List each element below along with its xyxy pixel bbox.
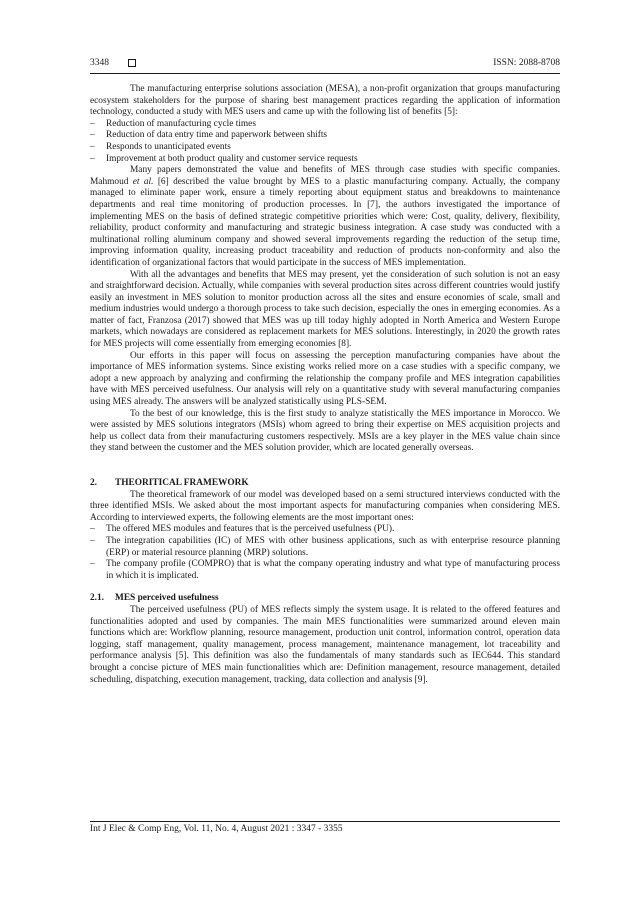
dash-bullet-icon: – <box>90 524 95 535</box>
paragraph: The perceived usefulness (PU) of MES reflects simply the system usage. It is related to the offered features and functionalities adopted and used by companies. The main MES functionalities were summarized around eleven main functions which are: Workflow planning, resource management, production unit control, information control, operation data logging, staff management, quality management, process management, maintenance management, lot traceability and performance analysis [5]. This definition was also the fundamentals of many standards such as IEC644. This standard brought a concise picture of MES main functionalities which are: Definition management, resource management, detailed scheduling, dispatching, execution management, tracking, data collection and analysis [9]. <box>90 604 560 685</box>
square-box-icon <box>128 59 136 67</box>
list-item: – Reduction of data entry time and paperwork between shifts <box>90 130 328 141</box>
dash-bullet-icon: – <box>90 153 95 164</box>
paragraph: The manufacturing enterprise solutions association (MESA), a non-profit organization that groups manufacturing ecosystem stakeholders for the purpose of sharing best management practices regarding the application of information technology, conducted a study with MES users and came up with the following list of benefits [5]: <box>90 84 560 118</box>
list-item: – The offered MES modules and features that is the perceived usefulness (PU). <box>90 524 395 535</box>
running-footer: Int J Elec & Comp Eng, Vol. 11, No. 4, August 2021 : 3347 - 3355 <box>90 824 343 834</box>
subsection-heading <box>90 593 560 605</box>
section-title: THEORITICAL FRAMEWORK <box>115 478 249 488</box>
et-al-italic: et al. <box>132 176 154 187</box>
dash-bullet-icon: – <box>90 535 95 546</box>
section-number: 2. <box>90 478 98 488</box>
footer-rule <box>90 821 560 822</box>
header-rule <box>90 73 560 74</box>
paragraph: The theoretical framework of our model was developed based on a semi structured interviews conducted with the three identified MSIs. We asked about the most important aspects for manufacturing companies when considering MES. According to interviewed experts, the following elements are the most important ones: <box>90 489 560 523</box>
dash-bullet-icon: – <box>90 130 95 141</box>
paragraph: With all the advantages and benefits that MES may present, yet the consideration of such solution is not an easy and straightforward decision. Actually, while companies with several production sites across different countries would justify easily an investment in MES solution to monitor production across all the sites and ensure economies of scale, small and medium industries would undergo a thorough process to take such decision, especially the ones in emerging economies. As a matter of fact, Franzosa (2017) showed that MES was up till today highly adopted in North America and Western Europe markets, which nowadays are considered as replacement markets for MES solutions. Interestingly, in 2020 the growth rates for MES projects will come essentially from emerging economies [8]. <box>90 269 560 350</box>
running-header <box>90 58 560 72</box>
list-item: – Reduction of manufacturing cycle times <box>90 118 256 129</box>
article-body <box>90 84 560 686</box>
issn-label: ISSN: 2088-8708 <box>493 58 560 68</box>
subsection-title: MES perceived usefulness <box>115 593 219 604</box>
list-item: – The company profile (COMPRO) that is what the company operating industry and what type of manufacturing process in which it is implicated. <box>90 559 560 581</box>
paragraph: Many papers demonstrated the value and benefits of MES through case studies with specific companies. Mahmoud et al. [6] described the value brought by MES to a plastic manufacturing company. Actually, the company managed to eliminate paper work, ensure a timely reporting about equipment status and breakdowns to maintenance departments and real time monitoring of production processes. In [7], the authors investigated the importance of implementing MES on the basis of defined strategic competitive priorities which were: Cost, quality, delivery, flexibility, reliability, product conformity and manufacturing and strategic business integration. A case study was conducted with a multinational rolling aluminum company and showed several improvements regarding the reduction of the setup time, improving information quality, increasing product traceability and reduction of products non-conformity and also the identification of organizational factors that would participate in the success of MES implementation. <box>90 165 561 268</box>
dash-bullet-icon: – <box>90 118 95 129</box>
list-item: – Responds to unanticipated events <box>90 141 231 152</box>
paragraph: To the best of our knowledge, this is the first study to analyze statistically the MES importance in Morocco. We were assisted by MES solutions integrators (MSIs) whom agreed to bring their expertise on MES acquisition projects and help us collect data from their manufacturing customers respectively. MSIs are a key player in the MES value chain since they stand between the customer and the MES solution provider, which are located generally overseas. <box>90 408 560 454</box>
benefits-list <box>90 119 560 165</box>
list-item: – Improvement at both product quality and customer service requests <box>90 153 358 164</box>
section-heading <box>90 478 560 490</box>
dash-bullet-icon: – <box>90 559 95 570</box>
list-item: – The integration capabilities (IC) of MES with other business applications, such as with enterprise resource planning (ERP) or material resource planning (MRP) solutions. <box>90 535 560 558</box>
dash-bullet-icon: – <box>90 141 95 152</box>
subsection-number: 2.1. <box>90 593 105 604</box>
paragraph: Our efforts in this paper will focus on assessing the perception manufacturing companies have about the importance of MES information systems. Since existing works relied more on a case studies with a specific company, we adopt a new approach by analyzing and confirming the relationship the company profile and MES integration capabilities have with MES perceived usefulness. Our analysis will rely on a quantitative study with several manufacturing companies using MES already. The answers will be analyzed statistically using PLS-SEM. <box>90 350 560 408</box>
page-number: 3348 <box>90 58 109 68</box>
elements-list <box>90 524 560 582</box>
